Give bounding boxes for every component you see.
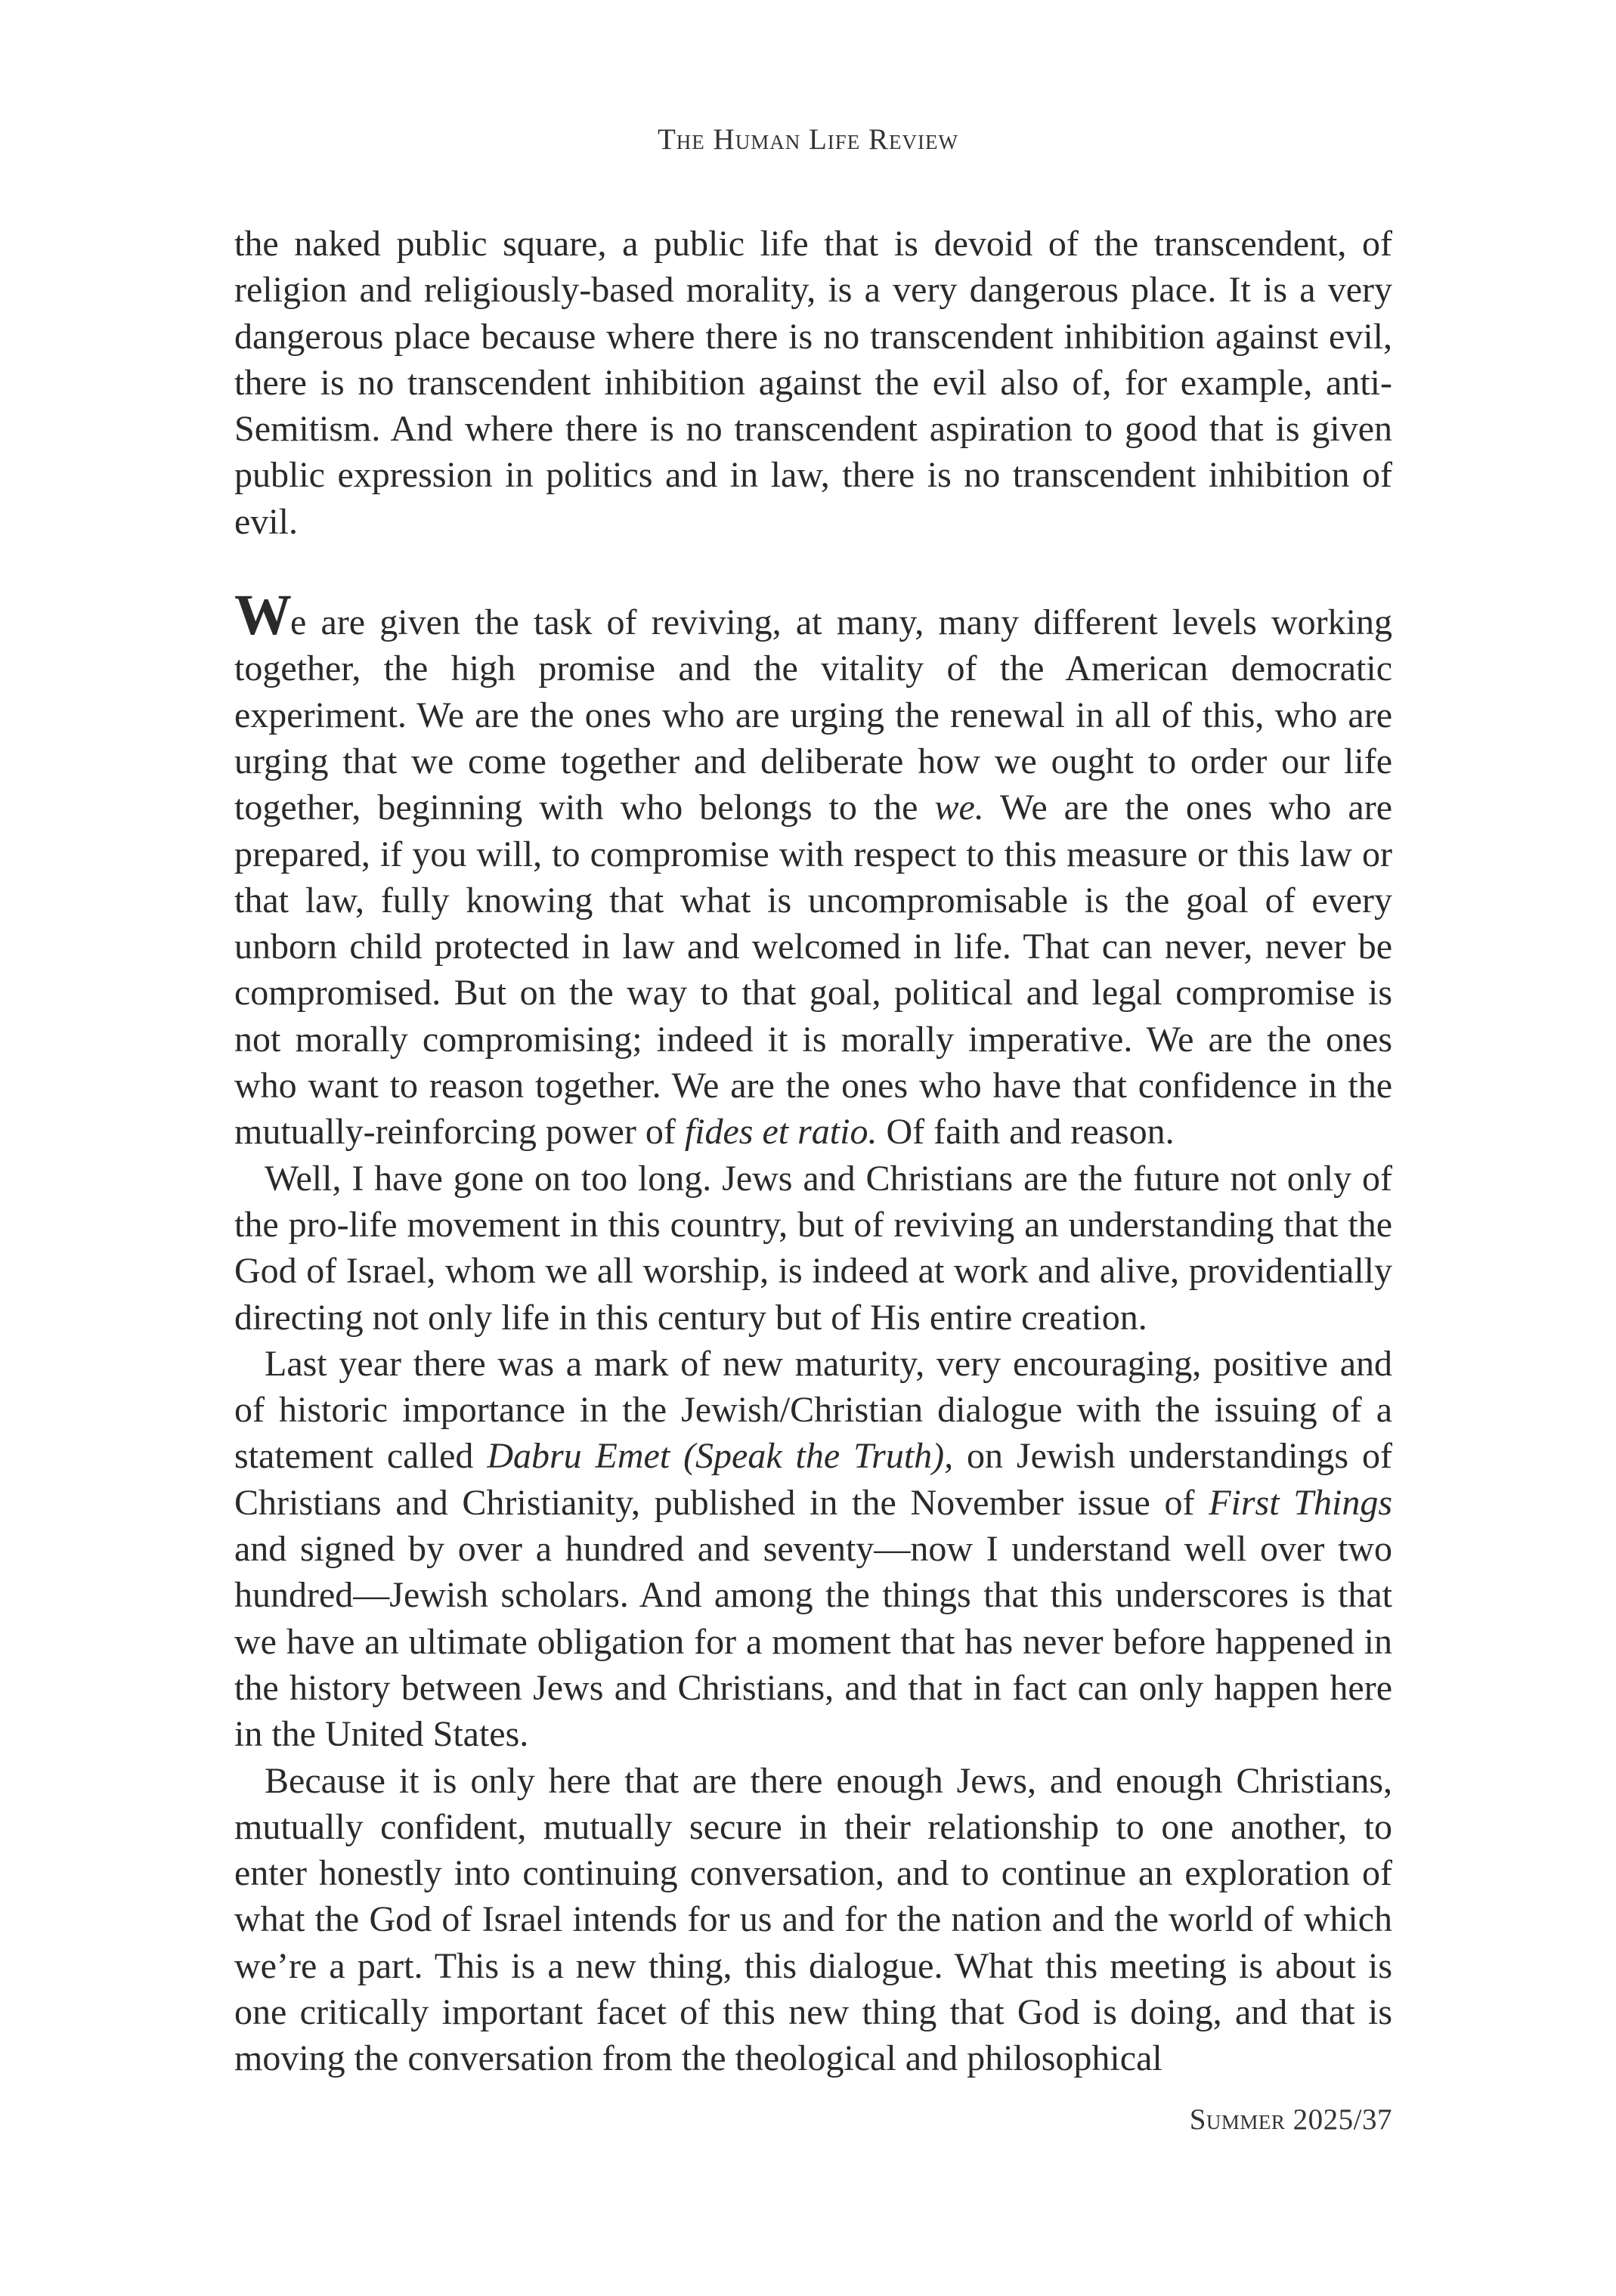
paragraph-4-italic-dabru-emet: Dabru Emet (Speak the Truth), [487, 1436, 954, 1477]
paragraph-4 [234, 1341, 1392, 1758]
drop-cap: W [234, 583, 290, 648]
paragraph-2 [234, 583, 1393, 1156]
paragraph-2-italic-we: we. [934, 788, 984, 828]
running-head: The Human Life Review [657, 123, 959, 156]
paragraph-1: the naked public square, a public life that is devoid of the transcendent, of religion and religiously-based morality, is a very dangerous place. It is a very dangerous place because where there is no transcendent inhibition against evil, there is no transcendent inhibition against the evil also of, for example, anti-Semitism. And where there is no transcendent aspiration to good that is given public expression in politics and in law, there is no transcendent inhibition of evil. [234, 224, 1392, 542]
paragraph-4-text-3: and signed by over a hundred and seventy—now I understand well over two hundred—Jewish scholars. And among the things that this underscores is that we have an ultimate obligation for a moment that has never before happened in the history between Jews and Christians, and that in fact can only happen here in the United States. [234, 1529, 1392, 1755]
page-folio: Summer 2025/37 [1189, 2103, 1392, 2136]
paragraph-4-text-1: Last year there was a mark of new maturity, very encouraging, positive and of historic importance in the Jewish/Christian dialogue with the issuing of a statement called [234, 1343, 1392, 1477]
paragraph-4-text-2: on Jewish understandings of Christians and Christianity, published in the November issue of [234, 1436, 1392, 1523]
paragraph-4-italic-first-things: First Things [1209, 1482, 1393, 1523]
article-body [234, 221, 1392, 2082]
paragraph-5: Because it is only here that are there enough Jews, and enough Christians, mutually confident, mutually secure in their relationship to one another, to enter honestly into continuing conversation, and to continue an exploration of what the God of Israel intends for us and for the nation and the world of which we’re a part. This is a new thing, this dialogue. What this meeting is about is one critically important facet of this new thing that God is doing, and that is moving the conversation from the theological and philosophical [234, 1760, 1392, 2079]
paragraph-2-text-1: e are given the task of reviving, at many, many different levels working together, the high promise and the vitality of the American democratic experiment. We are the ones who are urging the renewal in all of this, who are urging that we come together and deliberate how we ought to order our life together, beginning with who belongs to the [234, 602, 1392, 828]
paragraph-3: Well, I have gone on too long. Jews and Christians are the future not only of the pro-life movement in this country, but of reviving an understanding that the God of Israel, whom we all worship, is indeed at work and alive, providentially directing not only life in this century but of His entire creation. [234, 1158, 1392, 1338]
paragraph-2-italic-fides: fides et ratio. [684, 1112, 878, 1153]
paragraph-2-text-2: We are the ones who are prepared, if you will, to compromise with respect to this measure or this law or that law, fully knowing that what is uncompromisable is the goal of every unborn child protected in law and welcomed in life. That can never, never be compromised. But on the way to that goal, political and legal compromise is not morally compromising; indeed it is morally imperative. We are the ones who want to reason together. We are the ones who have that confidence in the mutually-reinforcing power of [234, 788, 1393, 1153]
paragraph-2-text-3: Of faith and reason. [877, 1112, 1175, 1153]
